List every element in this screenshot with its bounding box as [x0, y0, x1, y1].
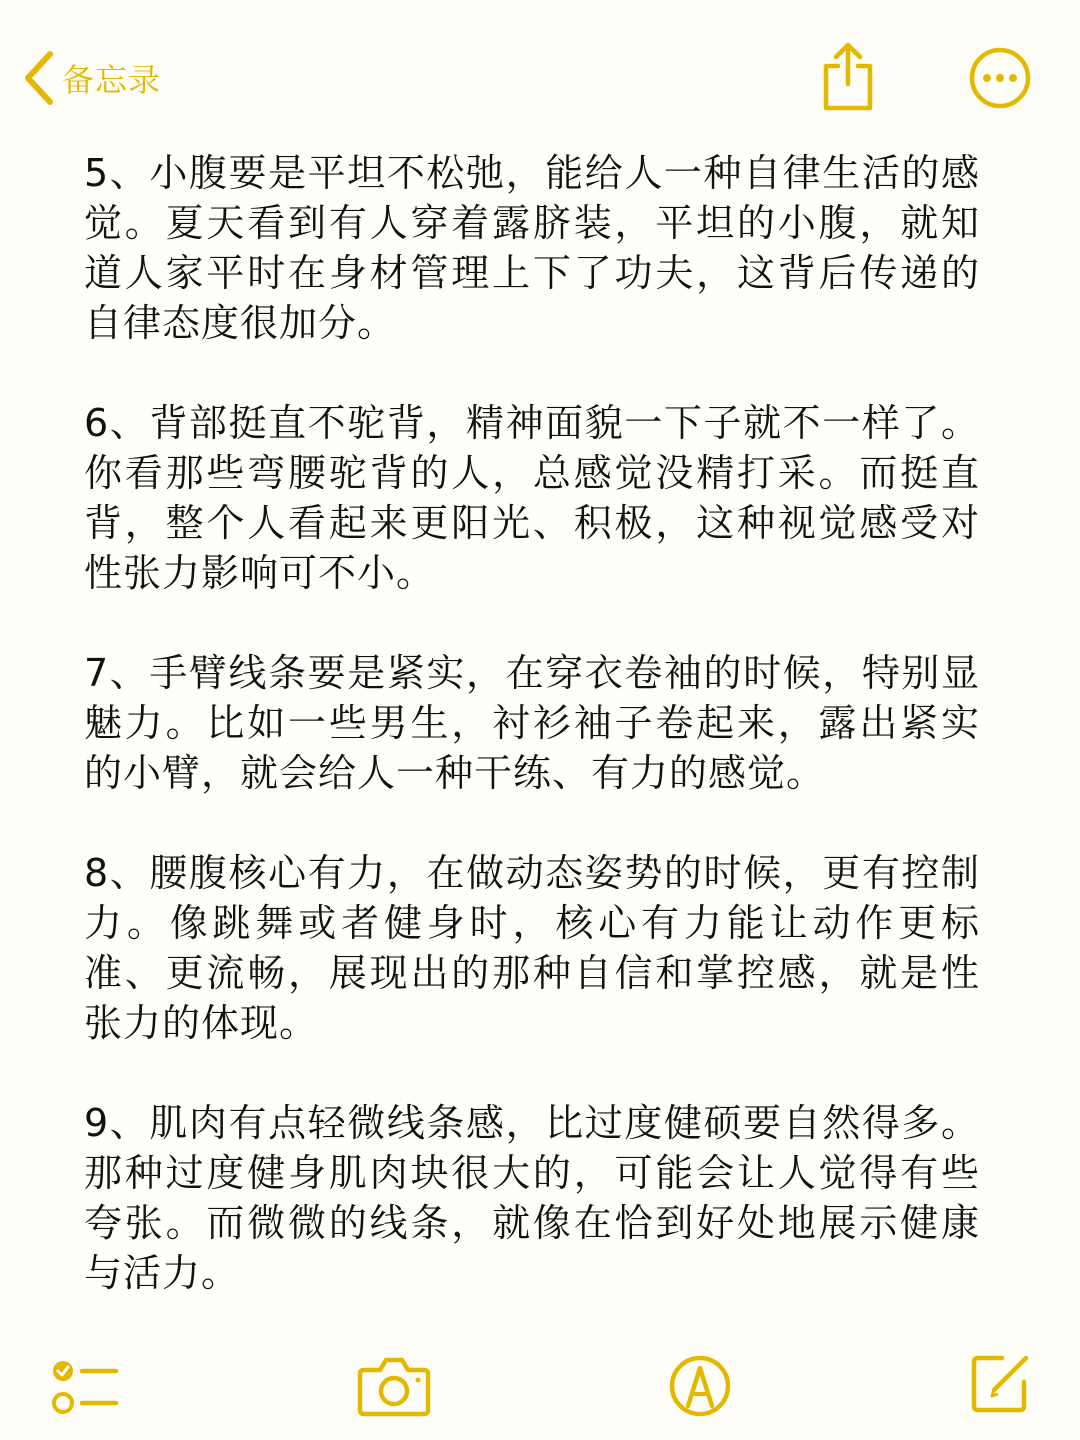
- navigation-bar: [0, 0, 1080, 140]
- share-icon: [816, 97, 880, 116]
- pen-circle-icon: [668, 1354, 732, 1418]
- note-paragraph: 8、腰腹核心有力，在做动态姿势的时候，更有控制力。像跳舞或者健身时，核心有力能让动作更标准、更流畅，展现出的那种自信和掌控感，就是性张力的体现。: [84, 851, 980, 1045]
- camera-icon: [356, 1354, 432, 1418]
- bottom-toolbar: [0, 1340, 1080, 1440]
- ellipsis-circle-icon: [968, 95, 1032, 114]
- back-button-label: 备忘录: [62, 61, 162, 99]
- compose-icon: [968, 1350, 1034, 1416]
- share-button[interactable]: [816, 40, 880, 112]
- camera-button[interactable]: [356, 1354, 432, 1418]
- more-button[interactable]: [968, 46, 1032, 110]
- note-paragraph: 5、小腹要是平坦不松弛，能给人一种自律生活的感觉。夏天看到有人穿着露脐装，平坦的小腹，就知道人家平时在身材管理上下了功夫，这背后传递的自律态度很加分。: [84, 151, 980, 345]
- chevron-left-icon: [22, 50, 56, 106]
- note-paragraph: 6、背部挺直不驼背，精神面貌一下子就不一样了。你看那些弯腰驼背的人，总感觉没精打采。而挺直背，整个人看起来更阳光、积极，这种视觉感受对性张力影响可不小。: [84, 401, 980, 595]
- back-button[interactable]: [22, 46, 161, 110]
- compose-button[interactable]: [968, 1350, 1034, 1416]
- note-body[interactable]: [84, 148, 980, 1348]
- checklist-icon: [50, 1356, 120, 1420]
- note-paragraph: 9、肌肉有点轻微线条感，比过度健硕要自然得多。那种过度健身肌肉块很大的，可能会让人觉得有些夸张。而微微的线条，就像在恰到好处地展示健康与活力。: [84, 1101, 980, 1295]
- checklist-button[interactable]: [50, 1356, 120, 1420]
- markup-button[interactable]: [668, 1354, 732, 1418]
- note-paragraph: 7、手臂线条要是紧实，在穿衣卷袖的时候，特别显魅力。比如一些男生，衬衫袖子卷起来，露出紧实的小臂，就会给人一种干练、有力的感觉。: [84, 651, 980, 795]
